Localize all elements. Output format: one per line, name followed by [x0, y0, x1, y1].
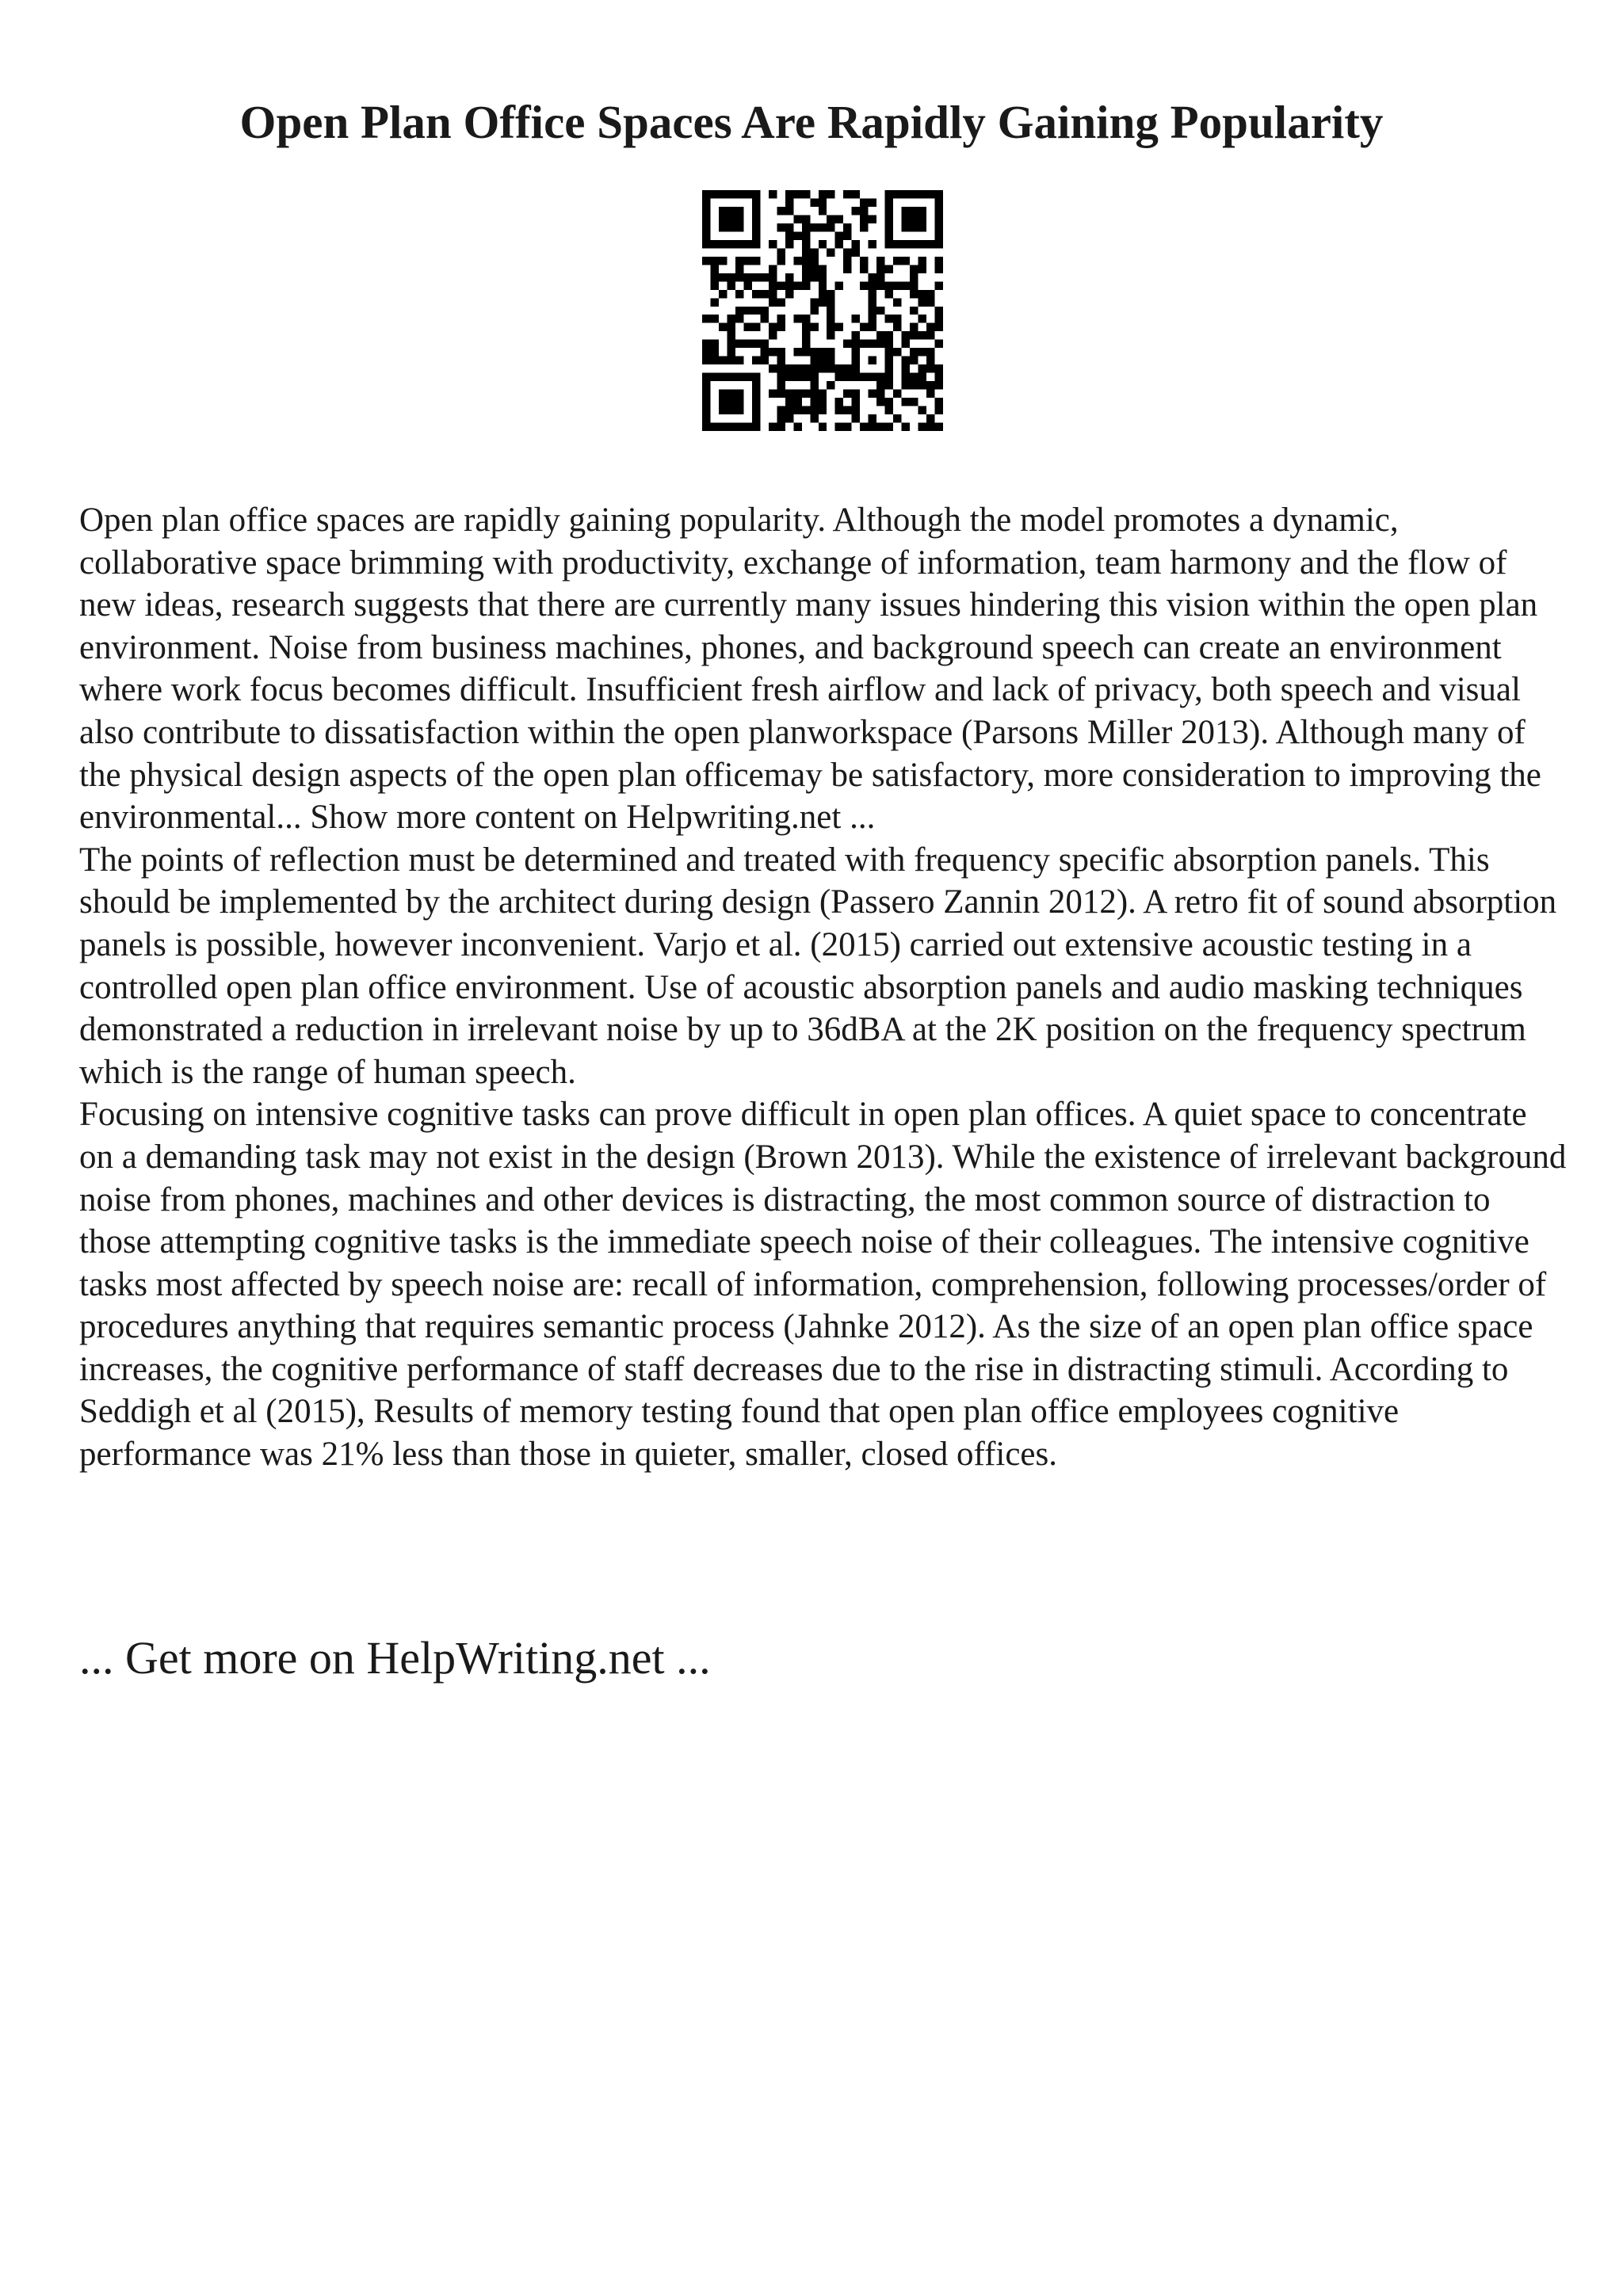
paragraph: Focusing on intensive cognitive tasks can prove difficult in open plan offices. A quiet space to concentrate on a demanding task may not exist in the design (Brown 2013). While the existence of irrelevant background noise from phones, machines and other devices is distracting, the most common source of distraction to those attempting cognitive tasks is the immediate speech noise of their colleagues. The intensive cognitive tasks most affected by speech noise are: recall of information, comprehension, following processes/order of procedures anything that requires semantic process (Jahnke 2012). As the size of an open plan office space increases, the cognitive performance of staff decreases due to the rise in distracting stimuli. According to Seddigh et al (2015), Results of memory testing found that open plan office employees cognitive performance was 21% less than those in quieter, smaller, closed offices.: [79, 1096, 1567, 1474]
paragraph: Open plan office spaces are rapidly gaining popularity. Although the model promotes a dynamic, collaborative space brimming with productivity, exchange of information, team harmony and the flow of new ideas, research suggests that there are currently many issues hindering this vision within the open plan environment. Noise from business machines, phones, and background speech can create an environment where work focus becomes difficult. Insufficient fresh airflow and lack of privacy, both speech and visual also contribute to dissatisfaction within the open planworkspace (Parsons Miller 2013). Although many of the physical design aspects of the open plan officemay be satisfactory, more consideration to improving the environmental... Show more content on Helpwriting.net ...: [79, 502, 1541, 837]
article-body: [79, 499, 1569, 1476]
qr-code-icon: [702, 190, 943, 431]
page-title: Open Plan Office Spaces Are Rapidly Gaining Popularity: [239, 96, 1384, 148]
paragraph: The points of reflection must be determined and treated with frequency specific absorption panels. This should be implemented by the architect during design (Passero Zannin 2012). A retro fit of sound absorption panels is possible, however inconvenient. Varjo et al. (2015) carried out extensive acoustic testing in a controlled open plan office environment. Use of acoustic absorption panels and audio masking techniques demonstrated a reduction in irrelevant noise by up to 36dBA at the 2K position on the frequency spectrum which is the range of human speech.: [79, 841, 1557, 1091]
get-more-link[interactable]: ... Get more on HelpWriting.net ...: [79, 1632, 711, 1684]
